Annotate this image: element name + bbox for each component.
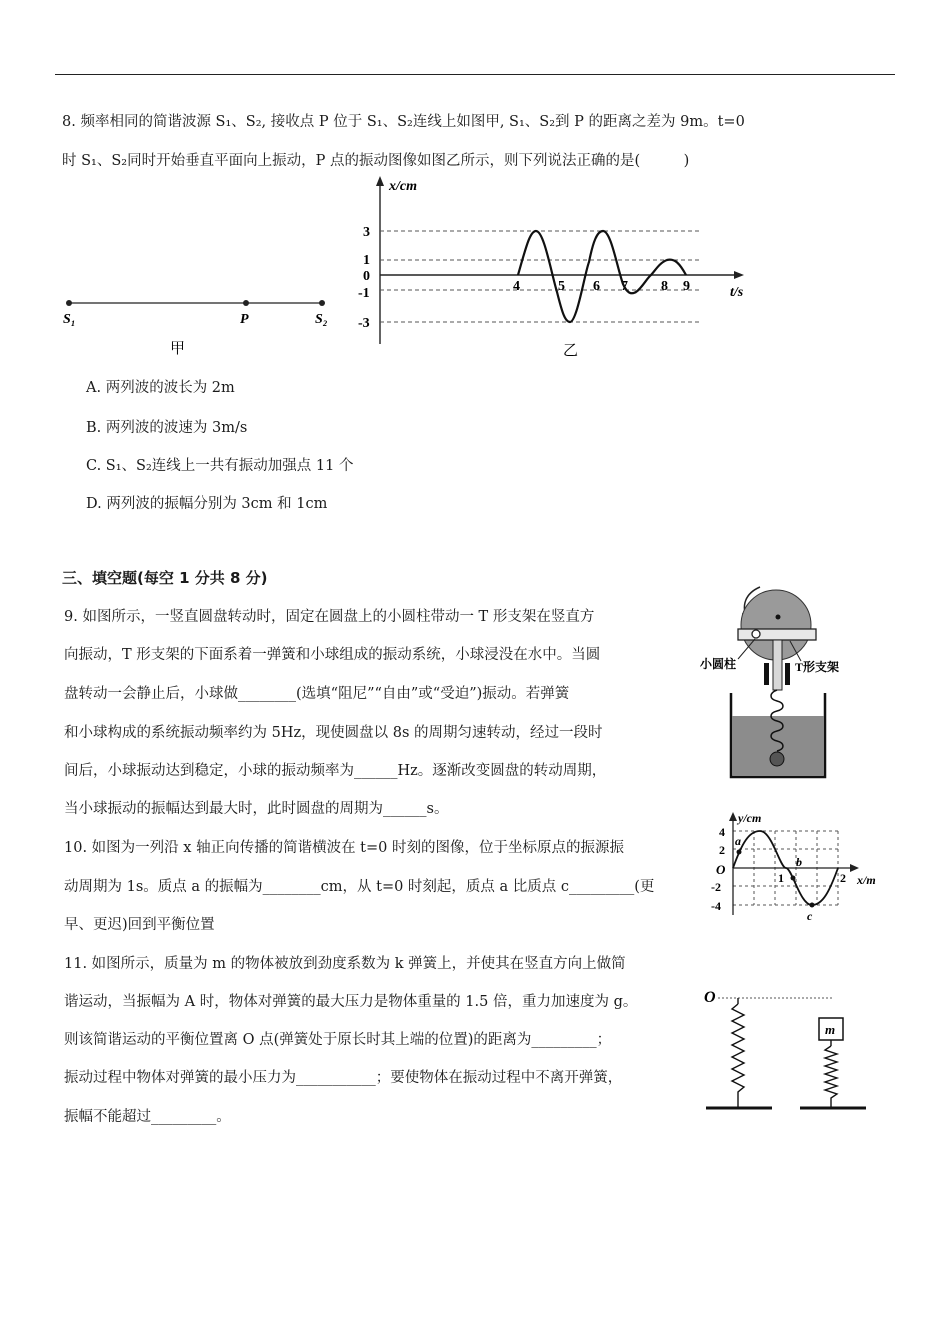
y-axis-arrow xyxy=(729,812,737,821)
q9-line-1: 9. 如图所示，一竖直圆盘转动时，固定在圆盘上的小圆柱带动一 T 形支架在竖直方 xyxy=(64,609,595,625)
q11-line-3: 则该简谐运动的平衡位置离 O 点(弹簧处于原长时其上端的位置)的距离为_________； xyxy=(64,1032,612,1048)
q10-line-3: 早、更迟)回到平衡位置 xyxy=(64,917,215,933)
y-axis-label: x/cm xyxy=(389,179,417,194)
q11-line-5: 振幅不能超过_________。 xyxy=(64,1109,231,1125)
t-axis-label: t/s xyxy=(730,285,744,300)
figure-jia xyxy=(55,285,345,365)
origin-label: O xyxy=(716,862,726,877)
q9-line-5: 间后，小球振动达到稳定，小球的振动频率为______Hz。逐渐改变圆盘的转动周期， xyxy=(64,763,607,779)
q9-line-4: 和小球构成的系统振动频率约为 5Hz，现使圆盘以 8s 的周期匀速转动，经过一段时 xyxy=(64,725,603,741)
figure-q10-wave xyxy=(708,810,888,930)
q11-line-4: 振动过程中物体对弹簧的最小压力为___________；要使物体在振动过程中不离开弹簧， xyxy=(64,1070,623,1086)
t-tick-6: 6 xyxy=(593,279,600,294)
y-tick-m1: -1 xyxy=(358,286,370,301)
right-spring xyxy=(825,1046,837,1108)
t-tick-8: 8 xyxy=(661,279,668,294)
y-tick-1: 1 xyxy=(363,253,370,268)
q11-line-1: 11. 如图所示，质量为 m 的物体被放到劲度系数为 k 弹簧上，并使其在竖直方向上做简 xyxy=(64,956,626,972)
y-tick-m2: -2 xyxy=(711,880,721,894)
figure-q9-disk-apparatus xyxy=(698,583,858,783)
figure-q11-springs xyxy=(700,984,875,1114)
header-rule xyxy=(55,74,895,75)
x-axis-arrow xyxy=(850,864,859,872)
y-axis-label: y/cm xyxy=(738,811,762,825)
s1-point xyxy=(66,300,72,306)
x-tick-1: 1 xyxy=(778,871,784,885)
q10-line-1: 10. 如图为一列沿 x 轴正向传播的简谐横波在 t=0 时刻的图像，位于坐标原点的振源振 xyxy=(64,840,624,856)
y-tick-4: 4 xyxy=(719,825,725,839)
point-b-label: b xyxy=(796,855,802,869)
section-heading: 三、填空题(每空 1 分共 8 分) xyxy=(62,569,268,587)
point-a xyxy=(737,850,742,855)
figure-yi-caption: 乙 xyxy=(563,343,579,359)
t-tick-9: 9 xyxy=(683,279,690,294)
disk-center xyxy=(776,615,781,620)
left-spring xyxy=(732,1004,744,1108)
mass-label: m xyxy=(825,1022,836,1037)
point-c-label: c xyxy=(807,909,813,923)
s2-label: S₂ xyxy=(315,312,328,327)
figure-jia-caption: 甲 xyxy=(170,341,186,357)
figure-yi-vibration-graph xyxy=(355,172,765,362)
q8-line-2: 时 S₁、S₂同时开始垂直平面向上振动，P 点的振动图像如图乙所示，则下列说法正确的是( ) xyxy=(62,153,690,169)
q9-line-3: 盘转动一会静止后，小球做________(选填“阻尼”“自由”或“受迫”)振动。若弹簧 xyxy=(64,686,570,702)
q8-option-a: A. 两列波的波长为 2m xyxy=(86,380,235,396)
q10-line-2: 动周期为 1s。质点 a 的振幅为________cm，从 t=0 时刻起，质点 a 比质点 c_________(更 xyxy=(64,879,655,895)
bracket-label: T形支架 xyxy=(795,660,840,674)
q8-option-d: D. 两列波的振幅分别为 3cm 和 1cm xyxy=(86,496,328,512)
q8-option-b: B. 两列波的波速为 3m/s xyxy=(86,420,248,436)
s1-label: S₁ xyxy=(63,312,76,327)
y-tick-0: 0 xyxy=(363,269,370,284)
q9-line-2: 向振动，T 形支架的下面系着一弹簧和小球组成的振动系统，小球浸没在水中。当圆 xyxy=(64,647,601,663)
q11-line-2: 谐运动，当振幅为 A 时，物体对弹簧的最大压力是物体重量的 1.5 倍，重力加速度为 g。 xyxy=(64,994,638,1010)
y-axis-arrow xyxy=(376,176,384,186)
x-axis-label: x/m xyxy=(857,873,876,887)
q8-option-c: C. S₁、S₂连线上一共有振动加强点 11 个 xyxy=(86,458,354,474)
y-tick-m4: -4 xyxy=(711,899,721,913)
t-bracket-stem xyxy=(773,640,782,690)
q9-line-6: 当小球振动的振幅达到最大时，此时圆盘的周期为______s。 xyxy=(64,801,449,817)
y-tick-3: 3 xyxy=(363,225,370,240)
vibration-curve xyxy=(518,231,686,322)
guide-left xyxy=(764,663,769,685)
p-label: P xyxy=(240,312,249,327)
cylinder-label: 小圆柱 xyxy=(700,657,737,671)
x-tick-2: 2 xyxy=(840,871,846,885)
t-tick-7: 7 xyxy=(621,279,628,294)
t-axis-arrow xyxy=(734,271,744,279)
guide-right xyxy=(785,663,790,685)
ball xyxy=(770,752,784,766)
p-point xyxy=(243,300,249,306)
y-tick-2: 2 xyxy=(719,843,725,857)
small-cylinder xyxy=(752,630,760,638)
t-tick-5: 5 xyxy=(558,279,565,294)
o-label: O xyxy=(704,989,716,1006)
point-b xyxy=(791,876,796,881)
y-tick-m3: -3 xyxy=(358,316,370,331)
s2-point xyxy=(319,300,325,306)
water xyxy=(733,716,824,776)
t-tick-4: 4 xyxy=(513,279,520,294)
point-c xyxy=(810,903,815,908)
t-bracket-bar xyxy=(738,629,816,640)
point-a-label: a xyxy=(735,834,741,848)
q8-line-1: 8. 频率相同的简谐波源 S₁、S₂, 接收点 P 位于 S₁、S₂连线上如图甲, S₁、S₂到 P 的距离之差为 9m。t=0 xyxy=(62,114,745,130)
